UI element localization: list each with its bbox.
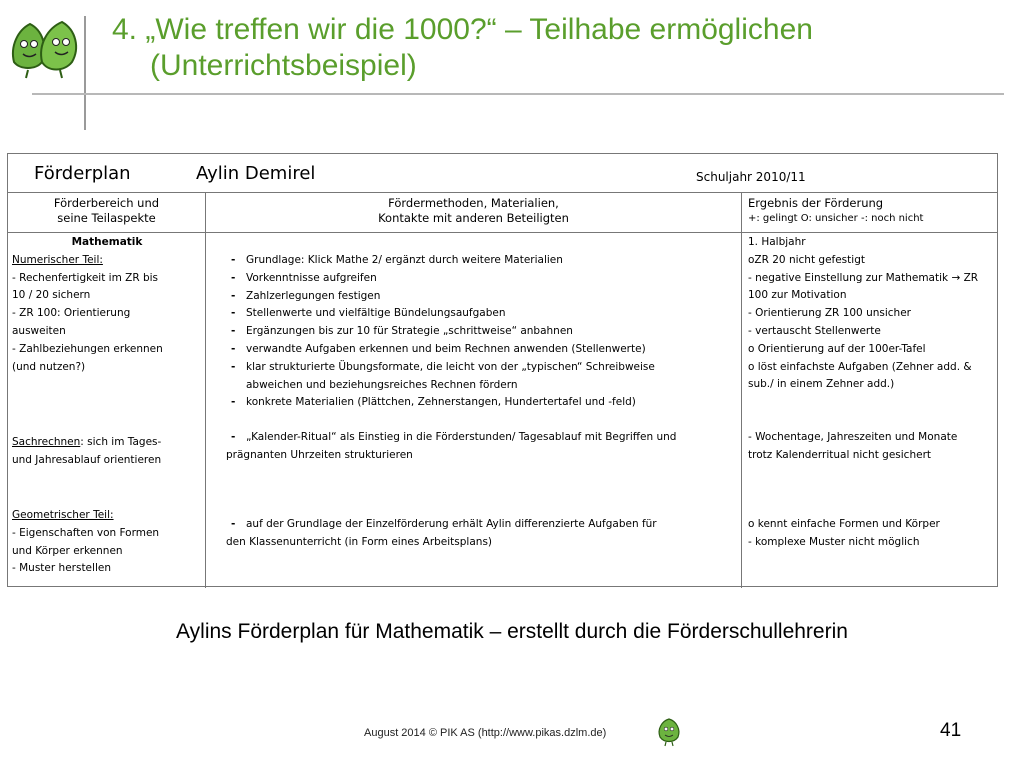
sach-results-list <box>748 429 994 465</box>
geo-results-list <box>748 516 994 552</box>
list-item: - komplexe Muster nicht möglich <box>748 535 920 548</box>
pikas-logo <box>8 18 84 80</box>
col1-sach <box>12 434 202 470</box>
list-item: - Rechenfertigkeit im ZR bis <box>12 271 159 284</box>
figure-caption: Aylins Förderplan für Mathematik – erstellt durch die Förderschullehrerin <box>176 620 848 643</box>
sach-section-title: Sachrechnen <box>12 436 81 448</box>
header-col1-line1: Förderbereich und <box>53 196 160 210</box>
page-number: 41 <box>940 720 962 741</box>
list-item: 1. Halbjahr <box>748 236 806 248</box>
header-separator <box>8 232 997 233</box>
column-divider-1 <box>205 192 206 588</box>
list-item: - Vorkenntnisse aufgreifen <box>226 270 738 288</box>
foerderplan-table <box>7 153 998 587</box>
subject-label: Mathematik <box>71 236 143 248</box>
column-divider-2 <box>741 192 742 588</box>
slide-title-line2: (Unterrichtsbeispiel) <box>150 49 417 82</box>
list-item: (und nutzen?) <box>12 360 86 373</box>
list-item: o kennt einfache Formen und Körper <box>748 518 940 530</box>
list-item: oZR 20 nicht gefestigt <box>748 253 865 266</box>
methods-continuation: abweichen und beziehungsreiches Rechnen fördern <box>246 378 518 391</box>
sach-methods-continuation: prägnanten Uhrzeiten strukturieren <box>226 448 413 461</box>
col1-content <box>12 234 202 376</box>
col2-geo <box>226 516 738 552</box>
col1-geo <box>12 507 202 578</box>
header-col3-line1: Ergebnis der Förderung <box>748 196 884 210</box>
geo-methods-list <box>226 516 738 534</box>
plan-header <box>8 154 997 193</box>
plan-student-name: Aylin Demirel <box>196 163 316 184</box>
header-col1-line2: seine Teilaspekte <box>57 211 156 225</box>
list-item: - negative Einstellung zur Mathematik → ZR <box>748 271 979 284</box>
geo-section-title: Geometrischer Teil: <box>12 509 114 521</box>
methods-list <box>226 252 738 377</box>
list-item: 100 zur Motivation <box>748 289 847 302</box>
list-item: - Zahlzerlegungen festigen <box>226 288 738 306</box>
list-item: o Orientierung auf der 100er-Tafel <box>748 342 926 355</box>
list-item: - Orientierung ZR 100 unsicher <box>748 307 911 320</box>
methods-list-2 <box>226 394 738 412</box>
slide-title <box>112 12 1012 84</box>
list-item: trotz Kalenderritual nicht gesichert <box>748 448 932 461</box>
list-item: - konkrete Materialien (Plättchen, Zehnerstangen, Hundertertafel und -feld) <box>226 394 738 412</box>
sach-goal-line2: und Jahresablauf orientieren <box>12 453 162 466</box>
header-col3-legend: +: gelingt O: unsicher -: noch nicht <box>748 213 924 224</box>
footer-logo <box>656 717 682 747</box>
header-col2-line1: Fördermethoden, Materialien, <box>388 196 559 210</box>
list-item: - Ergänzungen bis zur 10 für Strategie „schrittweise“ anbahnen <box>226 323 738 341</box>
sach-section-rest: : sich im Tages- <box>80 436 162 448</box>
list-item: - auf der Grundlage der Einzelförderung erhält Aylin differenzierte Aufgaben für <box>226 516 738 534</box>
slide-title-line1: 4. „Wie treffen wir die 1000?“ – Teilhabe ermöglichen <box>112 13 813 46</box>
plan-school-year: Schuljahr 2010/11 <box>696 170 806 184</box>
header-col1 <box>8 196 205 226</box>
list-item: - Zahlbeziehungen erkennen <box>12 342 163 355</box>
list-item: - Grundlage: Klick Mathe 2/ ergänzt durch weitere Materialien <box>226 252 738 270</box>
numeric-section-title: Numerischer Teil: <box>12 253 103 266</box>
col2-sach <box>226 429 738 465</box>
list-item: sub./ in einem Zehner add.) <box>748 378 895 391</box>
geo-goals-list <box>12 525 202 578</box>
list-item: - verwandte Aufgaben erkennen und beim Rechnen anwenden (Stellenwerte) <box>226 341 738 359</box>
geo-methods-continuation: den Klassenunterricht (in Form eines Arbeitsplans) <box>226 535 493 548</box>
plan-title: Förderplan <box>34 163 131 184</box>
results-list <box>748 234 994 394</box>
list-item: - ZR 100: Orientierung <box>12 307 131 320</box>
list-item: und Körper erkennen <box>12 544 123 557</box>
list-item: o löst einfachste Aufgaben (Zehner add. & <box>748 360 972 373</box>
list-item: - Muster herstellen <box>12 562 111 575</box>
list-item: - Wochentage, Jahreszeiten und Monate <box>748 431 958 443</box>
list-item: - „Kalender-Ritual“ als Einstieg in die Förderstunden/ Tagesablauf mit Begriffen und <box>226 429 738 447</box>
numeric-goals-list <box>12 270 202 377</box>
sach-methods-list <box>226 429 738 447</box>
title-divider-horizontal <box>32 93 1004 95</box>
col3-numeric <box>748 234 994 394</box>
col3-geo <box>748 516 994 552</box>
footer-text: August 2014 © PIK AS (http://www.pikas.dzlm.de) <box>364 727 607 739</box>
list-item: - klar strukturierte Übungsformate, die leicht von der „typischen“ Schreibweise <box>226 359 738 377</box>
list-item: ausweiten <box>12 324 66 337</box>
title-divider-vertical <box>84 16 86 130</box>
list-item: 10 / 20 sichern <box>12 289 91 302</box>
header-col2-line2: Kontakte mit anderen Beteiligten <box>378 211 569 225</box>
header-col3 <box>748 196 996 226</box>
col3-sach <box>748 429 994 465</box>
list-item: - vertauscht Stellenwerte <box>748 324 881 337</box>
header-col2 <box>206 196 741 226</box>
list-item: - Stellenwerte und vielfältige Bündelungsaufgaben <box>226 305 738 323</box>
col2-numeric <box>226 252 738 412</box>
list-item: - Eigenschaften von Formen <box>12 526 160 539</box>
sach-goal <box>12 434 202 452</box>
